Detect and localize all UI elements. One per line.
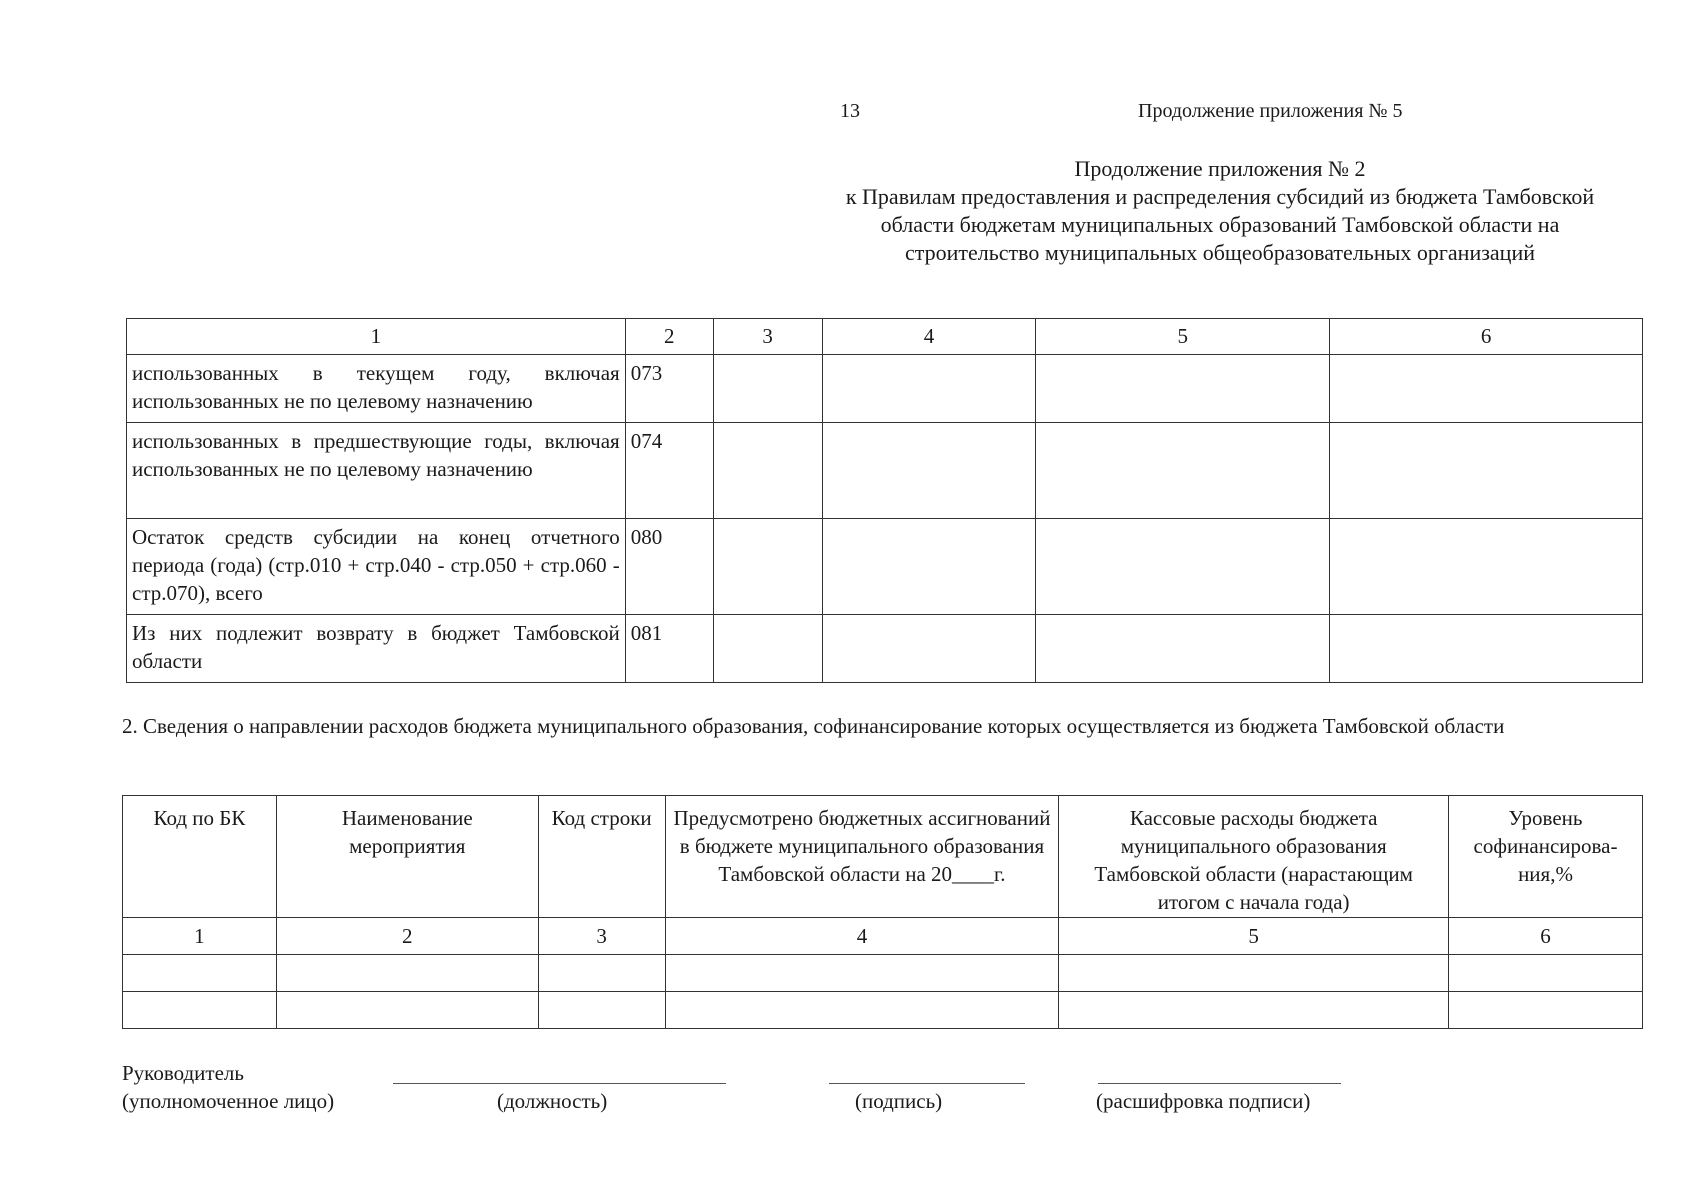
empty-cell (1059, 992, 1449, 1029)
row-description: Остаток средств субсидии на конец отчетного периода (года) (стр.010 + стр.040 - стр.050 + стр.060 - стр.070), всего (127, 519, 626, 615)
continuation-appendix-5: Продолжение приложения № 5 (1138, 100, 1403, 122)
table-row (123, 955, 1643, 992)
empty-cell (665, 992, 1059, 1029)
header-line-3: области бюджетам муниципальных образований Тамбовской области на (880, 212, 1560, 237)
appendix-header (800, 155, 1640, 267)
column-number: 5 (1059, 918, 1449, 955)
decoding-signature-line (1098, 1083, 1341, 1084)
signature-label: (подпись) (855, 1089, 943, 1113)
table-row (127, 423, 1643, 519)
section-2-title: 2. Сведения о направлении расходов бюджета муниципального образования, софинансирование которых осуществляется из бюджета Тамбовской области (122, 714, 1505, 738)
empty-cell (822, 423, 1036, 519)
row-code: 081 (625, 615, 713, 683)
signature-line (829, 1083, 1025, 1084)
column-number: 6 (1449, 918, 1643, 955)
empty-cell (713, 355, 822, 423)
table-header-row (127, 319, 1643, 355)
empty-cell (713, 615, 822, 683)
table-header-row (123, 796, 1643, 918)
column-numbers-row (123, 918, 1643, 955)
row-code: 080 (625, 519, 713, 615)
column-number: 5 (1036, 319, 1330, 355)
empty-cell (713, 423, 822, 519)
header-cash-expenses: Кассовые расходы бюджета муниципального образования Тамбовской области (нарастающим итогом с начала года) (1059, 796, 1449, 918)
header-event-name: Наименование мероприятия (276, 796, 538, 918)
column-number: 2 (625, 319, 713, 355)
header-line-2: к Правилам предоставления и распределения субсидий из бюджета Тамбовской (845, 184, 1595, 209)
column-number: 6 (1330, 319, 1643, 355)
column-number: 4 (665, 918, 1059, 955)
table-subsidy-remainders (126, 318, 1643, 683)
empty-cell (1036, 615, 1330, 683)
empty-cell (123, 955, 277, 992)
row-description: Из них подлежит возврату в бюджет Тамбовской области (127, 615, 626, 683)
row-code: 073 (625, 355, 713, 423)
table-row (127, 615, 1643, 683)
empty-cell (123, 992, 277, 1029)
header-cofinancing-level: Уровень софинансирова-ния,% (1449, 796, 1643, 918)
empty-cell (1059, 955, 1449, 992)
empty-cell (1036, 519, 1330, 615)
signature-authorized-label: (уполномоченное лицо) (122, 1089, 335, 1113)
column-number: 1 (127, 319, 626, 355)
signature-head-label: Руководитель (122, 1061, 244, 1085)
empty-cell (276, 992, 538, 1029)
empty-cell (822, 615, 1036, 683)
empty-cell (1036, 355, 1330, 423)
empty-cell (1330, 519, 1643, 615)
decoding-label: (расшифровка подписи) (1096, 1089, 1311, 1113)
empty-cell (1330, 423, 1643, 519)
table-row (123, 992, 1643, 1029)
header-line-code: Код строки (538, 796, 665, 918)
row-description: использованных в предшествующие годы, включая использованных не по целевому назначению (127, 423, 626, 519)
row-description: использованных в текущем году, включая использованных не по целевому назначению (127, 355, 626, 423)
column-number: 1 (123, 918, 277, 955)
position-signature-line (393, 1083, 726, 1084)
empty-cell (538, 955, 665, 992)
column-number: 3 (713, 319, 822, 355)
table-cofinancing-expenses (122, 795, 1643, 1029)
empty-cell (822, 519, 1036, 615)
position-label: (должность) (497, 1089, 608, 1113)
empty-cell (1449, 992, 1643, 1029)
header-bk-code: Код по БК (123, 796, 277, 918)
column-number: 3 (538, 918, 665, 955)
column-number: 4 (822, 319, 1036, 355)
table-row (127, 355, 1643, 423)
page-number: 13 (840, 100, 860, 122)
header-line-1: Продолжение приложения № 2 (1074, 156, 1366, 181)
table-row (127, 519, 1643, 615)
empty-cell (276, 955, 538, 992)
header-planned-allocations: Предусмотрено бюджетных ассигнований в бюджете муниципального образования Тамбовской области на 20____г. (665, 796, 1059, 918)
empty-cell (822, 355, 1036, 423)
empty-cell (1330, 615, 1643, 683)
row-code: 074 (625, 423, 713, 519)
empty-cell (538, 992, 665, 1029)
empty-cell (1330, 355, 1643, 423)
header-line-4: строительство муниципальных общеобразовательных организаций (904, 240, 1535, 265)
empty-cell (665, 955, 1059, 992)
empty-cell (713, 519, 822, 615)
empty-cell (1449, 955, 1643, 992)
column-number: 2 (276, 918, 538, 955)
empty-cell (1036, 423, 1330, 519)
